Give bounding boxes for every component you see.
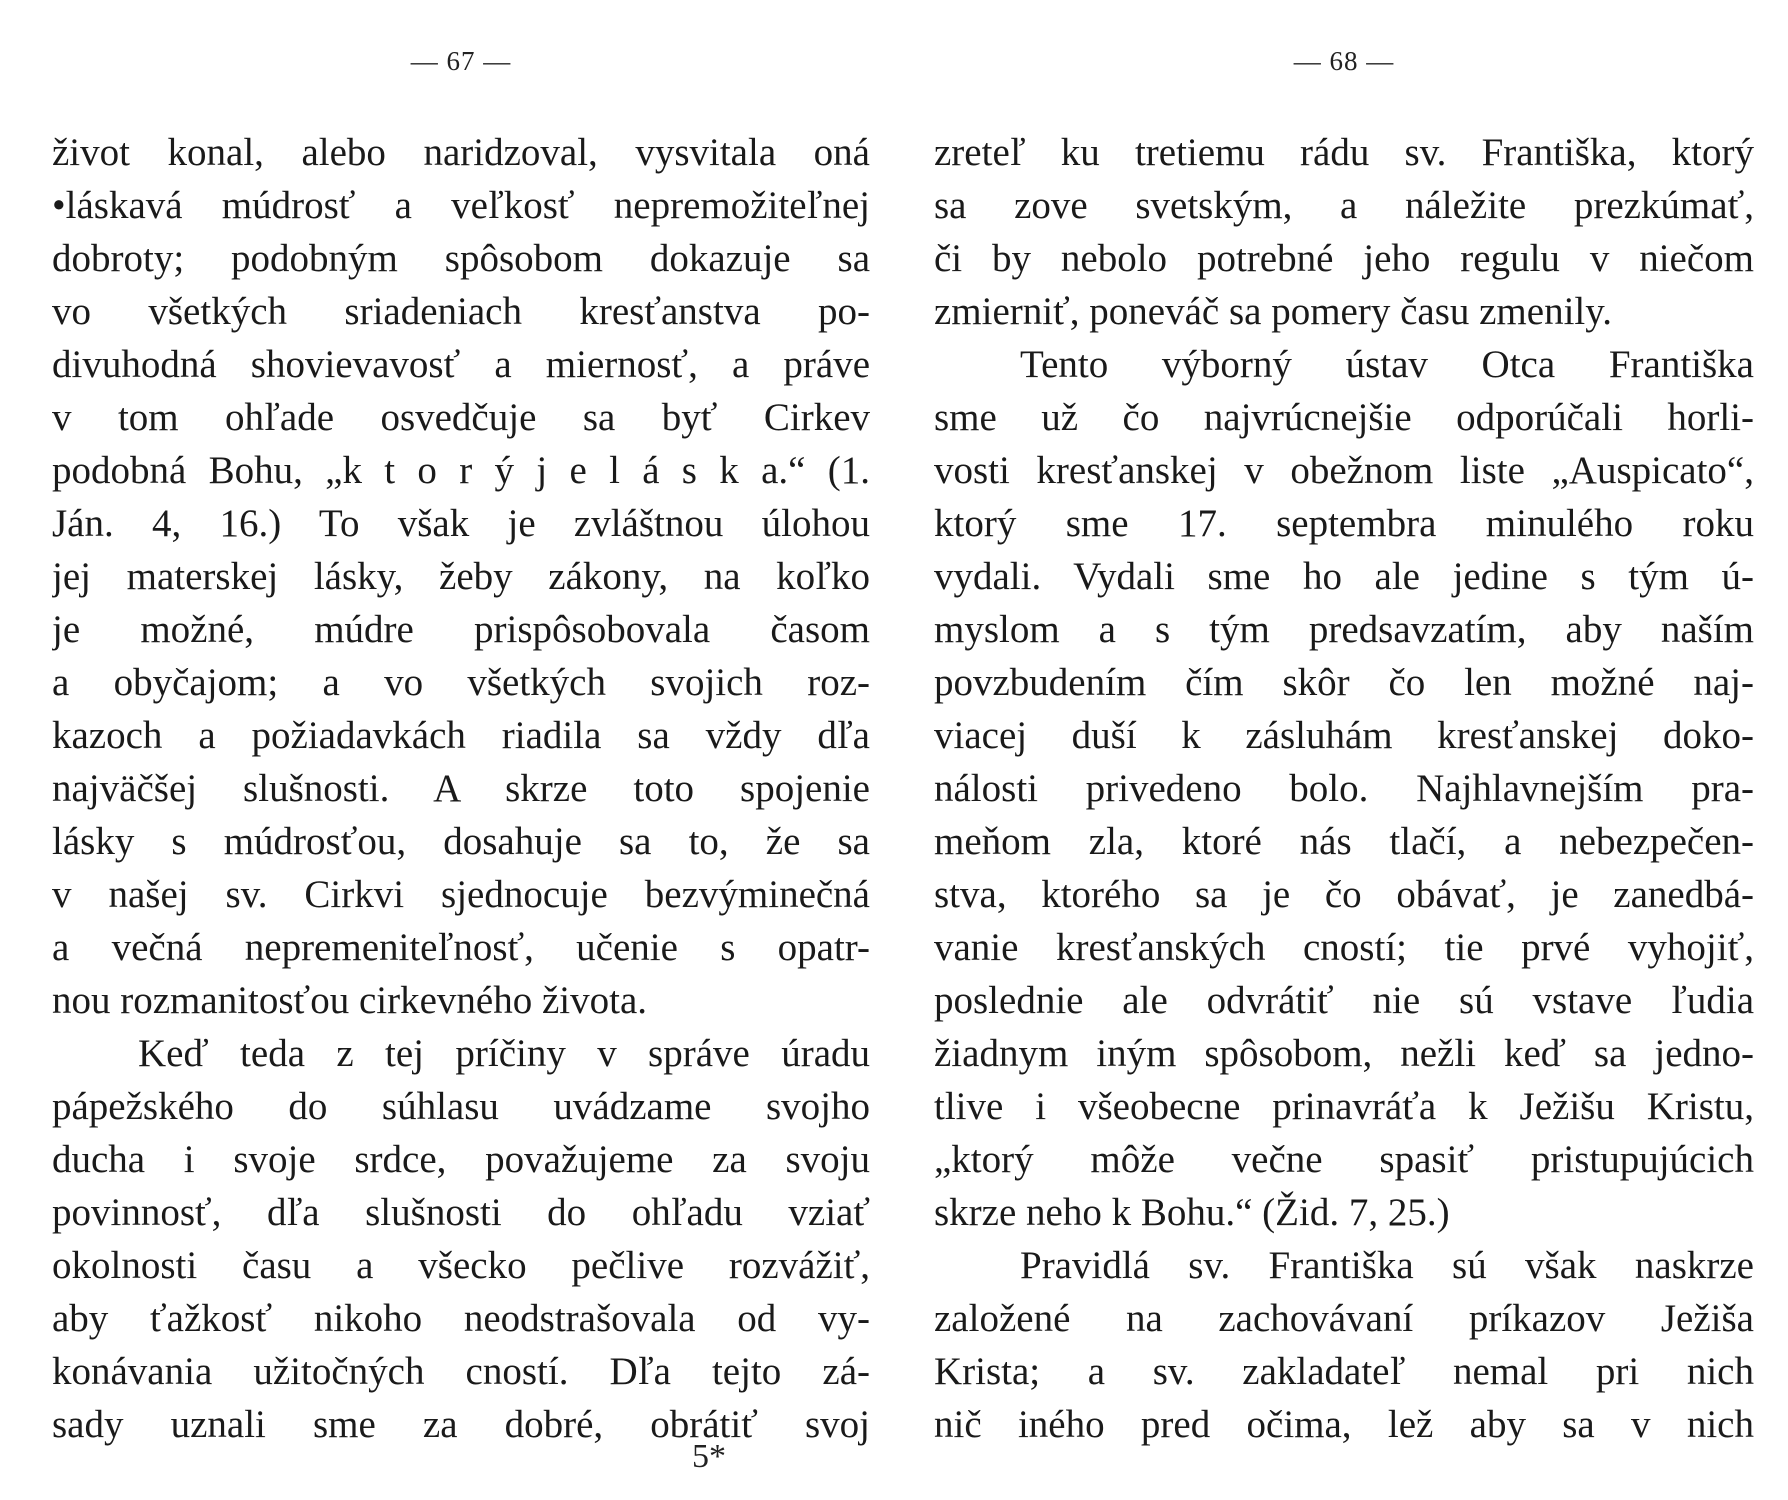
text-line: viacej duší k zásluhám kresťanskej doko- (934, 714, 1754, 757)
text-line: podobná Bohu, „k t o r ý j e l á s k a.“ (1. (52, 449, 870, 492)
paragraph-start-line: Tento výborný ústav Otca Františka (1020, 343, 1754, 386)
text-line: kazoch a požiadavkách riadila sa vždy dľa (52, 714, 870, 757)
right-page (934, 0, 1754, 1500)
text-line: Krista; a sv. zakladateľ nemal pri nich (934, 1350, 1754, 1393)
text-line: v našej sv. Cirkvi sjednocuje bezvýminečná (52, 873, 870, 916)
text-line: aby ťažkosť nikoho neodstrašovala od vy- (52, 1297, 870, 1340)
text-line: ktorý sme 17. septembra minulého roku (934, 502, 1754, 545)
text-line: konávania užitočných cností. Dľa tejto zá- (52, 1350, 870, 1393)
text-line: Ján. 4, 16.) To však je zvláštnou úlohou (52, 502, 870, 545)
text-line: povzbudením čím skôr čo len možné naj- (934, 661, 1754, 704)
text-line: a večná nepremeniteľnosť, učenie s opatr- (52, 926, 870, 969)
right-page-text (934, 126, 1754, 1451)
text-line: dobroty; podobným spôsobom dokazuje sa (52, 237, 870, 280)
left-page-text (52, 126, 870, 1451)
text-line: v tom ohľade osvedčuje sa byť Cirkev (52, 396, 870, 439)
text-line: skrze neho k Bohu.“ (Žid. 7, 25.) (934, 1191, 1450, 1234)
left-page (52, 0, 870, 1500)
text-line: sa zove svetským, a náležite prezkúmať, (934, 184, 1754, 227)
page-number-right: — 68 — (1293, 46, 1395, 76)
text-line: nič iného pred očima, lež aby sa v nich (934, 1403, 1754, 1446)
text-line: jej materskej lásky, žeby zákony, na koľko (52, 555, 870, 598)
text-line: zmierniť, poneváč sa pomery času zmenily. (934, 290, 1612, 333)
text-line: •láskavá múdrosť a veľkosť nepremožiteľnej (52, 184, 870, 227)
text-line: či by nebolo potrebné jeho regulu v niečom (934, 237, 1754, 280)
text-line: sme už čo najvrúcnejšie odporúčali horli- (934, 396, 1754, 439)
text-line: myslom a s tým predsavzatím, aby naším (934, 608, 1754, 651)
page-number-left: — 67 — (410, 46, 512, 76)
text-line: tlive i všeobecne prinavráťa k Ježišu Kristu, (934, 1085, 1754, 1128)
signature-mark: 5* (692, 1438, 726, 1475)
text-line: nálosti privedeno bolo. Najhlavnejším pra- (934, 767, 1754, 810)
text-line: lásky s múdrosťou, dosahuje sa to, že sa (52, 820, 870, 863)
text-line: založené na zachovávaní príkazov Ježiša (934, 1297, 1754, 1340)
text-line: vosti kresťanskej v obežnom liste „Auspicato“, (934, 449, 1754, 492)
text-line: „ktorý môže večne spasiť pristupujúcich (934, 1138, 1754, 1181)
text-line: nou rozmanitosťou cirkevného života. (52, 979, 647, 1022)
text-line: poslednie ale odvrátiť nie sú vstave ľudia (934, 979, 1754, 1022)
text-line: život konal, alebo naridzoval, vysvitala oná (52, 131, 870, 174)
text-line: najväčšej slušnosti. A skrze toto spojenie (52, 767, 870, 810)
text-line: meňom zla, ktoré nás tlačí, a nebezpečen- (934, 820, 1754, 863)
text-line: žiadnym iným spôsobom, nežli keď sa jedno- (934, 1032, 1754, 1075)
text-line: vanie kresťanských cností; tie prvé vyhojiť, (934, 926, 1754, 969)
text-line: sady uznali sme za dobré, obrátiť svoj (52, 1403, 870, 1446)
text-line: divuhodná shovievavosť a miernosť, a práve (52, 343, 870, 386)
text-line: vydali. Vydali sme ho ale jedine s tým ú- (934, 555, 1754, 598)
text-line: pápežského do súhlasu uvádzame svojho (52, 1085, 870, 1128)
text-line: a obyčajom; a vo všetkých svojich roz- (52, 661, 870, 704)
text-line: ducha i svoje srdce, považujeme za svoju (52, 1138, 870, 1181)
paragraph-start-line: Keď teda z tej príčiny v správe úradu (138, 1032, 870, 1075)
text-line: stva, ktorého sa je čo obávať, je zanedbá- (934, 873, 1754, 916)
text-line: vo všetkých sriadeniach kresťanstva po- (52, 290, 870, 333)
text-line: okolnosti času a všecko pečlive rozvážiť, (52, 1244, 870, 1287)
paragraph-start-line: Pravidlá sv. Františka sú však naskrze (1020, 1244, 1754, 1287)
text-line: povinnosť, dľa slušnosti do ohľadu vziať (52, 1191, 870, 1234)
text-line: zreteľ ku tretiemu rádu sv. Františka, ktorý (934, 131, 1754, 174)
text-line: je možné, múdre prispôsobovala časom (52, 608, 870, 651)
